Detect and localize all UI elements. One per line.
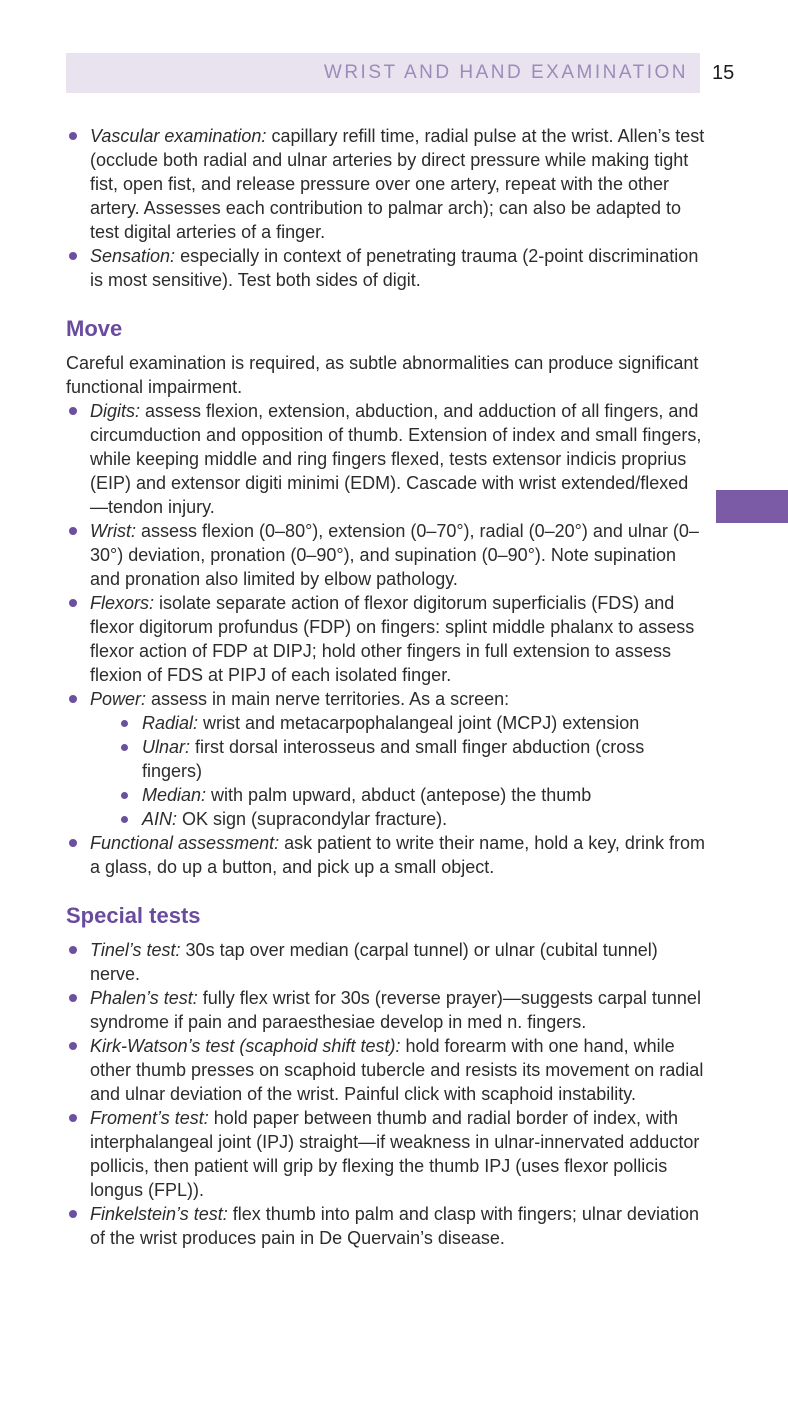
bullet-icon (121, 720, 128, 727)
list-item (66, 124, 706, 244)
list-item (66, 399, 706, 519)
sub-list-item (118, 807, 706, 831)
bullet-icon (121, 744, 128, 751)
item-text: first dorsal interosseus and small finger abduction (cross fingers) (142, 737, 645, 781)
item-text: assess flexion (0–80°), extension (0–70°), radial (0–20°) and ulnar (0–30°) deviation, pronation (0–90°), and supination (0–90°). Note supination and pronation also limited by elbow pathology. (90, 521, 699, 589)
item-term: Froment’s test: (90, 1108, 209, 1128)
bullet-icon (69, 407, 77, 415)
bullet-icon (69, 695, 77, 703)
item-text: especially in context of penetrating trauma (2-point discrimination is most sensitive). Test both sides of digit. (90, 246, 699, 290)
list-item (66, 687, 706, 831)
section-heading-move: Move (66, 316, 123, 341)
list-item (66, 244, 706, 292)
section-heading-special-tests: Special tests (66, 903, 201, 928)
item-text: assess in main nerve territories. As a screen: (146, 689, 510, 709)
item-term: Median: (142, 785, 207, 805)
item-text: isolate separate action of flexor digitorum superficialis (FDS) and flexor digitorum profundus (FDP) on fingers: splint middle phalanx to assess flexor action of FDP at DIPJ; hold other fingers in full extension to assess flexion of FDS at PIPJ of each isolated finger. (90, 593, 695, 685)
item-term: Sensation: (90, 246, 176, 266)
item-term: Radial: (142, 713, 199, 733)
list-item (66, 986, 706, 1034)
item-term: Tinel’s test: (90, 940, 181, 960)
move-bullet-list (66, 399, 706, 879)
item-term: AIN: (142, 809, 178, 829)
running-head-title: WRIST AND HAND EXAMINATION (323, 62, 688, 83)
item-text: ask patient to write their name, hold a key, drink from a glass, do up a button, and pick up a small object. (90, 833, 705, 877)
item-term: Flexors: (90, 593, 155, 613)
list-item (66, 519, 706, 591)
list-item (66, 591, 706, 687)
bullet-icon (121, 792, 128, 799)
item-text: fully flex wrist for 30s (reverse prayer)—suggests carpal tunnel syndrome if pain and paraesthesiae develop in med n. fingers. (90, 988, 701, 1032)
bullet-icon (69, 1042, 77, 1050)
item-term: Ulnar: (142, 737, 191, 757)
page-content (66, 124, 706, 1250)
running-head-band (66, 53, 700, 93)
sub-list-item (118, 783, 706, 807)
list-item (66, 1202, 706, 1250)
item-term: Vascular examination: (90, 126, 267, 146)
item-text: assess flexion, extension, abduction, and adduction of all fingers, and circumduction and opposition of thumb. Extension of index and small fingers, while keeping middle and ring fingers flexed, tests extensor indicis proprius (EIP) and extensor digiti minimi (EDM). Cascade with wrist extended/flexed—tendon injury. (90, 401, 702, 517)
bullet-icon (69, 994, 77, 1002)
item-text: flex thumb into palm and clasp with fingers; ulnar deviation of the wrist produces pain in De Quervain’s disease. (90, 1204, 699, 1248)
item-term: Digits: (90, 401, 141, 421)
item-text: OK sign (supracondylar fracture). (177, 809, 448, 829)
chapter-thumb-tab (716, 490, 788, 523)
list-item (66, 1034, 706, 1106)
item-text: wrist and metacarpophalangeal joint (MCPJ) extension (198, 713, 640, 733)
item-term: Finkelstein’s test: (90, 1204, 228, 1224)
item-text: capillary refill time, radial pulse at the wrist. Allen’s test (occlude both radial and ulnar arteries by direct pressure while making tight fist, open fist, and release pressure over one artery, repeat with the other artery. Assesses each contribution to palmar arch); can also be adapted to test digital arteries of a finger. (90, 126, 705, 242)
bullet-icon (69, 599, 77, 607)
bullet-icon (69, 1210, 77, 1218)
item-term: Wrist: (90, 521, 136, 541)
sub-list-item (118, 735, 706, 783)
item-text: hold forearm with one hand, while other thumb presses on scaphoid tubercle and resists its movement on radial and ulnar deviation of the wrist. Painful click with scaphoid instability. (90, 1036, 704, 1104)
exam-bullet-list (66, 124, 706, 292)
list-item (66, 938, 706, 986)
item-text: hold paper between thumb and radial border of index, with interphalangeal joint (IPJ) straight—if weakness in ulnar-innervated adductor pollicis, then patient will grip by flexing the thumb IPJ (uses flexor pollicis longus (FPL)). (90, 1108, 700, 1200)
move-intro-paragraph: Careful examination is required, as subtle abnormalities can produce significant functional impairment. (66, 353, 699, 397)
bullet-icon (69, 527, 77, 535)
bullet-icon (69, 946, 77, 954)
bullet-icon (69, 132, 77, 140)
list-item (66, 1106, 706, 1202)
item-text: with palm upward, abduct (antepose) the thumb (206, 785, 592, 805)
sub-bullet-list (118, 711, 706, 831)
item-term: Phalen’s test: (90, 988, 198, 1008)
item-text: 30s tap over median (carpal tunnel) or ulnar (cubital tunnel) nerve. (90, 940, 658, 984)
list-item (66, 831, 706, 879)
special-tests-bullet-list (66, 938, 706, 1250)
sub-list-item (118, 711, 706, 735)
item-term: Kirk-Watson’s test (scaphoid shift test): (90, 1036, 401, 1056)
page-number: 15 (712, 61, 735, 84)
bullet-icon (69, 839, 77, 847)
item-term: Power: (90, 689, 147, 709)
bullet-icon (69, 252, 77, 260)
bullet-icon (121, 816, 128, 823)
item-term: Functional assessment: (90, 833, 280, 853)
bullet-icon (69, 1114, 77, 1122)
